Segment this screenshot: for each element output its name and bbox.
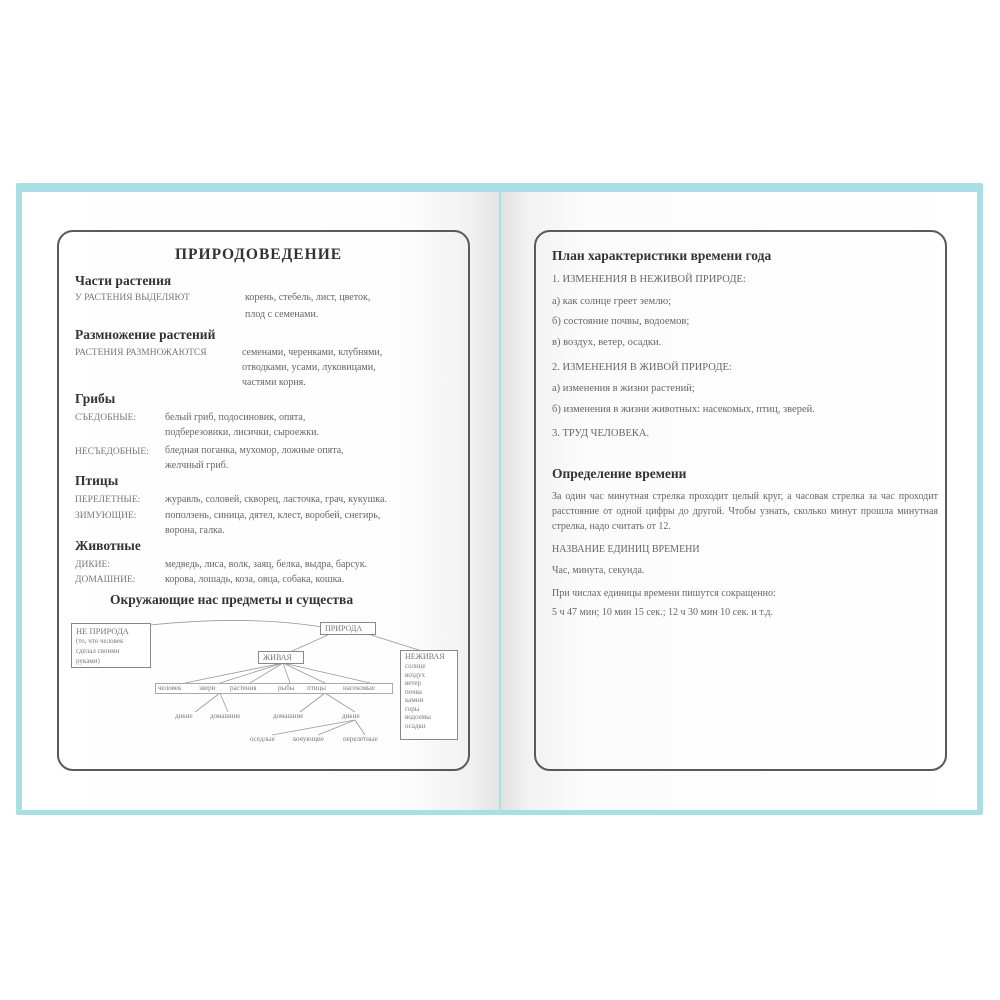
plan-item-7: б) изменения в жизни животных: насекомых, птиц, зверей. bbox=[552, 404, 815, 415]
time-heading: Определение времени bbox=[552, 466, 687, 481]
living-item-beasts: звери bbox=[199, 684, 216, 692]
living-box: ЖИВАЯ bbox=[258, 651, 304, 664]
parts-line-2: плод с семенами. bbox=[245, 309, 319, 320]
not-nature-title: НЕ ПРИРОДА bbox=[76, 626, 129, 636]
diagram-title: Окружающие нас предметы и существа bbox=[110, 592, 354, 607]
living-item-insects: насекомые bbox=[343, 684, 375, 692]
living-item-birds: птицы bbox=[307, 684, 327, 692]
living-item-fish: рыбы bbox=[278, 684, 295, 692]
migratory-caption: ПЕРЕЛЕТНЫЕ: bbox=[75, 495, 141, 505]
wild-birds-sedentary: оседлые bbox=[250, 735, 275, 743]
nonliving-item-3: ветер bbox=[405, 679, 422, 687]
inedible-line-1: бледная поганка, мухомор, ложные опята, bbox=[165, 445, 344, 456]
migratory-text: журавль, соловей, скворец, ласточка, грач, кукушка. bbox=[165, 494, 387, 505]
units-caption: НАЗВАНИЕ ЕДИНИЦ ВРЕМЕНИ bbox=[552, 544, 700, 555]
edible-line-1: белый гриб, подосиновик, опята, bbox=[165, 412, 306, 423]
wild-birds-migratory: перелетные bbox=[343, 735, 378, 743]
section-heading-animals: Животные bbox=[75, 538, 141, 553]
nonliving-item-6: горы bbox=[405, 704, 420, 713]
wild-birds-nomadic: кочующие bbox=[293, 735, 324, 743]
section-heading-reproduction: Размножение растений bbox=[75, 327, 216, 342]
living-item-plants: растения bbox=[230, 684, 257, 692]
nonliving-item-1: солнце bbox=[405, 662, 426, 670]
beasts-domestic: домашние bbox=[210, 712, 241, 720]
domestic-text: корова, лошадь, коза, овца, собака, кошка. bbox=[165, 574, 345, 585]
plan-item-2: а) как солнце греет землю; bbox=[552, 296, 672, 307]
domestic-caption: ДОМАШНИЕ: bbox=[75, 575, 136, 585]
birds-wild: дикие bbox=[342, 712, 360, 720]
reproduction-caption: РАСТЕНИЯ РАЗМНОЖАЮТСЯ bbox=[75, 348, 207, 358]
wintering-caption: ЗИМУЮЩИЕ: bbox=[75, 511, 137, 521]
nature-box: ПРИРОДА bbox=[320, 622, 376, 635]
inedible-caption: НЕСЪЕДОБНЫЕ: bbox=[75, 447, 149, 457]
reproduction-line-3: частями корня. bbox=[242, 377, 306, 388]
wintering-line-1: поползень, синица, дятел, клест, воробей, снегирь, bbox=[165, 510, 381, 521]
page-title: ПРИРОДОВЕДЕНИЕ bbox=[175, 246, 343, 263]
not-nature-line-2: сделал своими bbox=[76, 647, 120, 655]
abbrev-intro: При числах единицы времени пишутся сокращенно: bbox=[552, 588, 776, 599]
plan-heading: План характеристики времени года bbox=[552, 248, 772, 263]
nonliving-item-2: воздух bbox=[405, 670, 425, 679]
not-nature-box bbox=[71, 623, 151, 668]
plan-item-4: в) воздух, ветер, осадки. bbox=[552, 337, 662, 348]
time-paragraph: За один час минутная стрелка проходит целый круг, а часовая стрелка за час проходит расстояние от одной цифры до другой. Чтобы узнать, сколько минут прошла минутная стрелка, надо считать от 12. bbox=[552, 491, 938, 532]
reproduction-line-1: семенами, черенками, клубнями, bbox=[242, 347, 383, 358]
section-heading-mushrooms: Грибы bbox=[75, 391, 116, 406]
plan-item-5: 2. ИЗМЕНЕНИЯ В ЖИВОЙ ПРИРОДЕ: bbox=[552, 362, 732, 373]
birds-domestic: домашние bbox=[273, 712, 304, 720]
wintering-line-2: ворона, галка. bbox=[165, 525, 225, 536]
nonliving-item-7: водоемы bbox=[405, 713, 431, 721]
plan-item-6: а) изменения в жизни растений; bbox=[552, 383, 695, 394]
section-heading-parts: Части растения bbox=[75, 273, 172, 288]
edible-line-2: подберезовики, лисички, сыроежки. bbox=[165, 427, 319, 438]
nonliving-item-4: почва bbox=[405, 687, 422, 696]
nonliving-box bbox=[400, 650, 458, 740]
parts-line-1: корень, стебель, лист, цветок, bbox=[245, 292, 371, 303]
nonliving-title: НЕЖИВАЯ bbox=[405, 652, 445, 661]
wild-text: медведь, лиса, волк, заяц, белка, выдра, барсук. bbox=[165, 559, 368, 570]
plan-item-8: 3. ТРУД ЧЕЛОВЕКА. bbox=[552, 428, 650, 439]
nonliving-item-8: осадки bbox=[405, 721, 426, 730]
parts-caption: У РАСТЕНИЯ ВЫДЕЛЯЮТ bbox=[75, 293, 190, 303]
section-heading-birds: Птицы bbox=[75, 473, 119, 488]
plan-item-1: 1. ИЗМЕНЕНИЯ В НЕЖИВОЙ ПРИРОДЕ: bbox=[552, 274, 746, 285]
edible-caption: СЪЕДОБНЫЕ: bbox=[75, 413, 137, 423]
reproduction-line-2: отводками, усами, луковицами, bbox=[242, 362, 376, 373]
nonliving-item-5: камни bbox=[405, 696, 424, 704]
living-item-human: человек bbox=[158, 684, 182, 692]
not-nature-line-3: руками) bbox=[76, 657, 100, 665]
plan-item-3: б) состояние почвы, водоемов; bbox=[552, 316, 690, 327]
inedible-line-2: желчный гриб. bbox=[165, 460, 229, 471]
not-nature-line-1: (то, что человек bbox=[76, 637, 124, 645]
beasts-wild: дикие bbox=[175, 712, 193, 720]
units-text: Час, минута, секунда. bbox=[552, 565, 645, 576]
abbrev-example: 5 ч 47 мин; 10 мин 15 сек.; 12 ч 30 мин 10 сек. и т.д. bbox=[552, 607, 773, 618]
wild-caption: ДИКИЕ: bbox=[75, 560, 110, 570]
